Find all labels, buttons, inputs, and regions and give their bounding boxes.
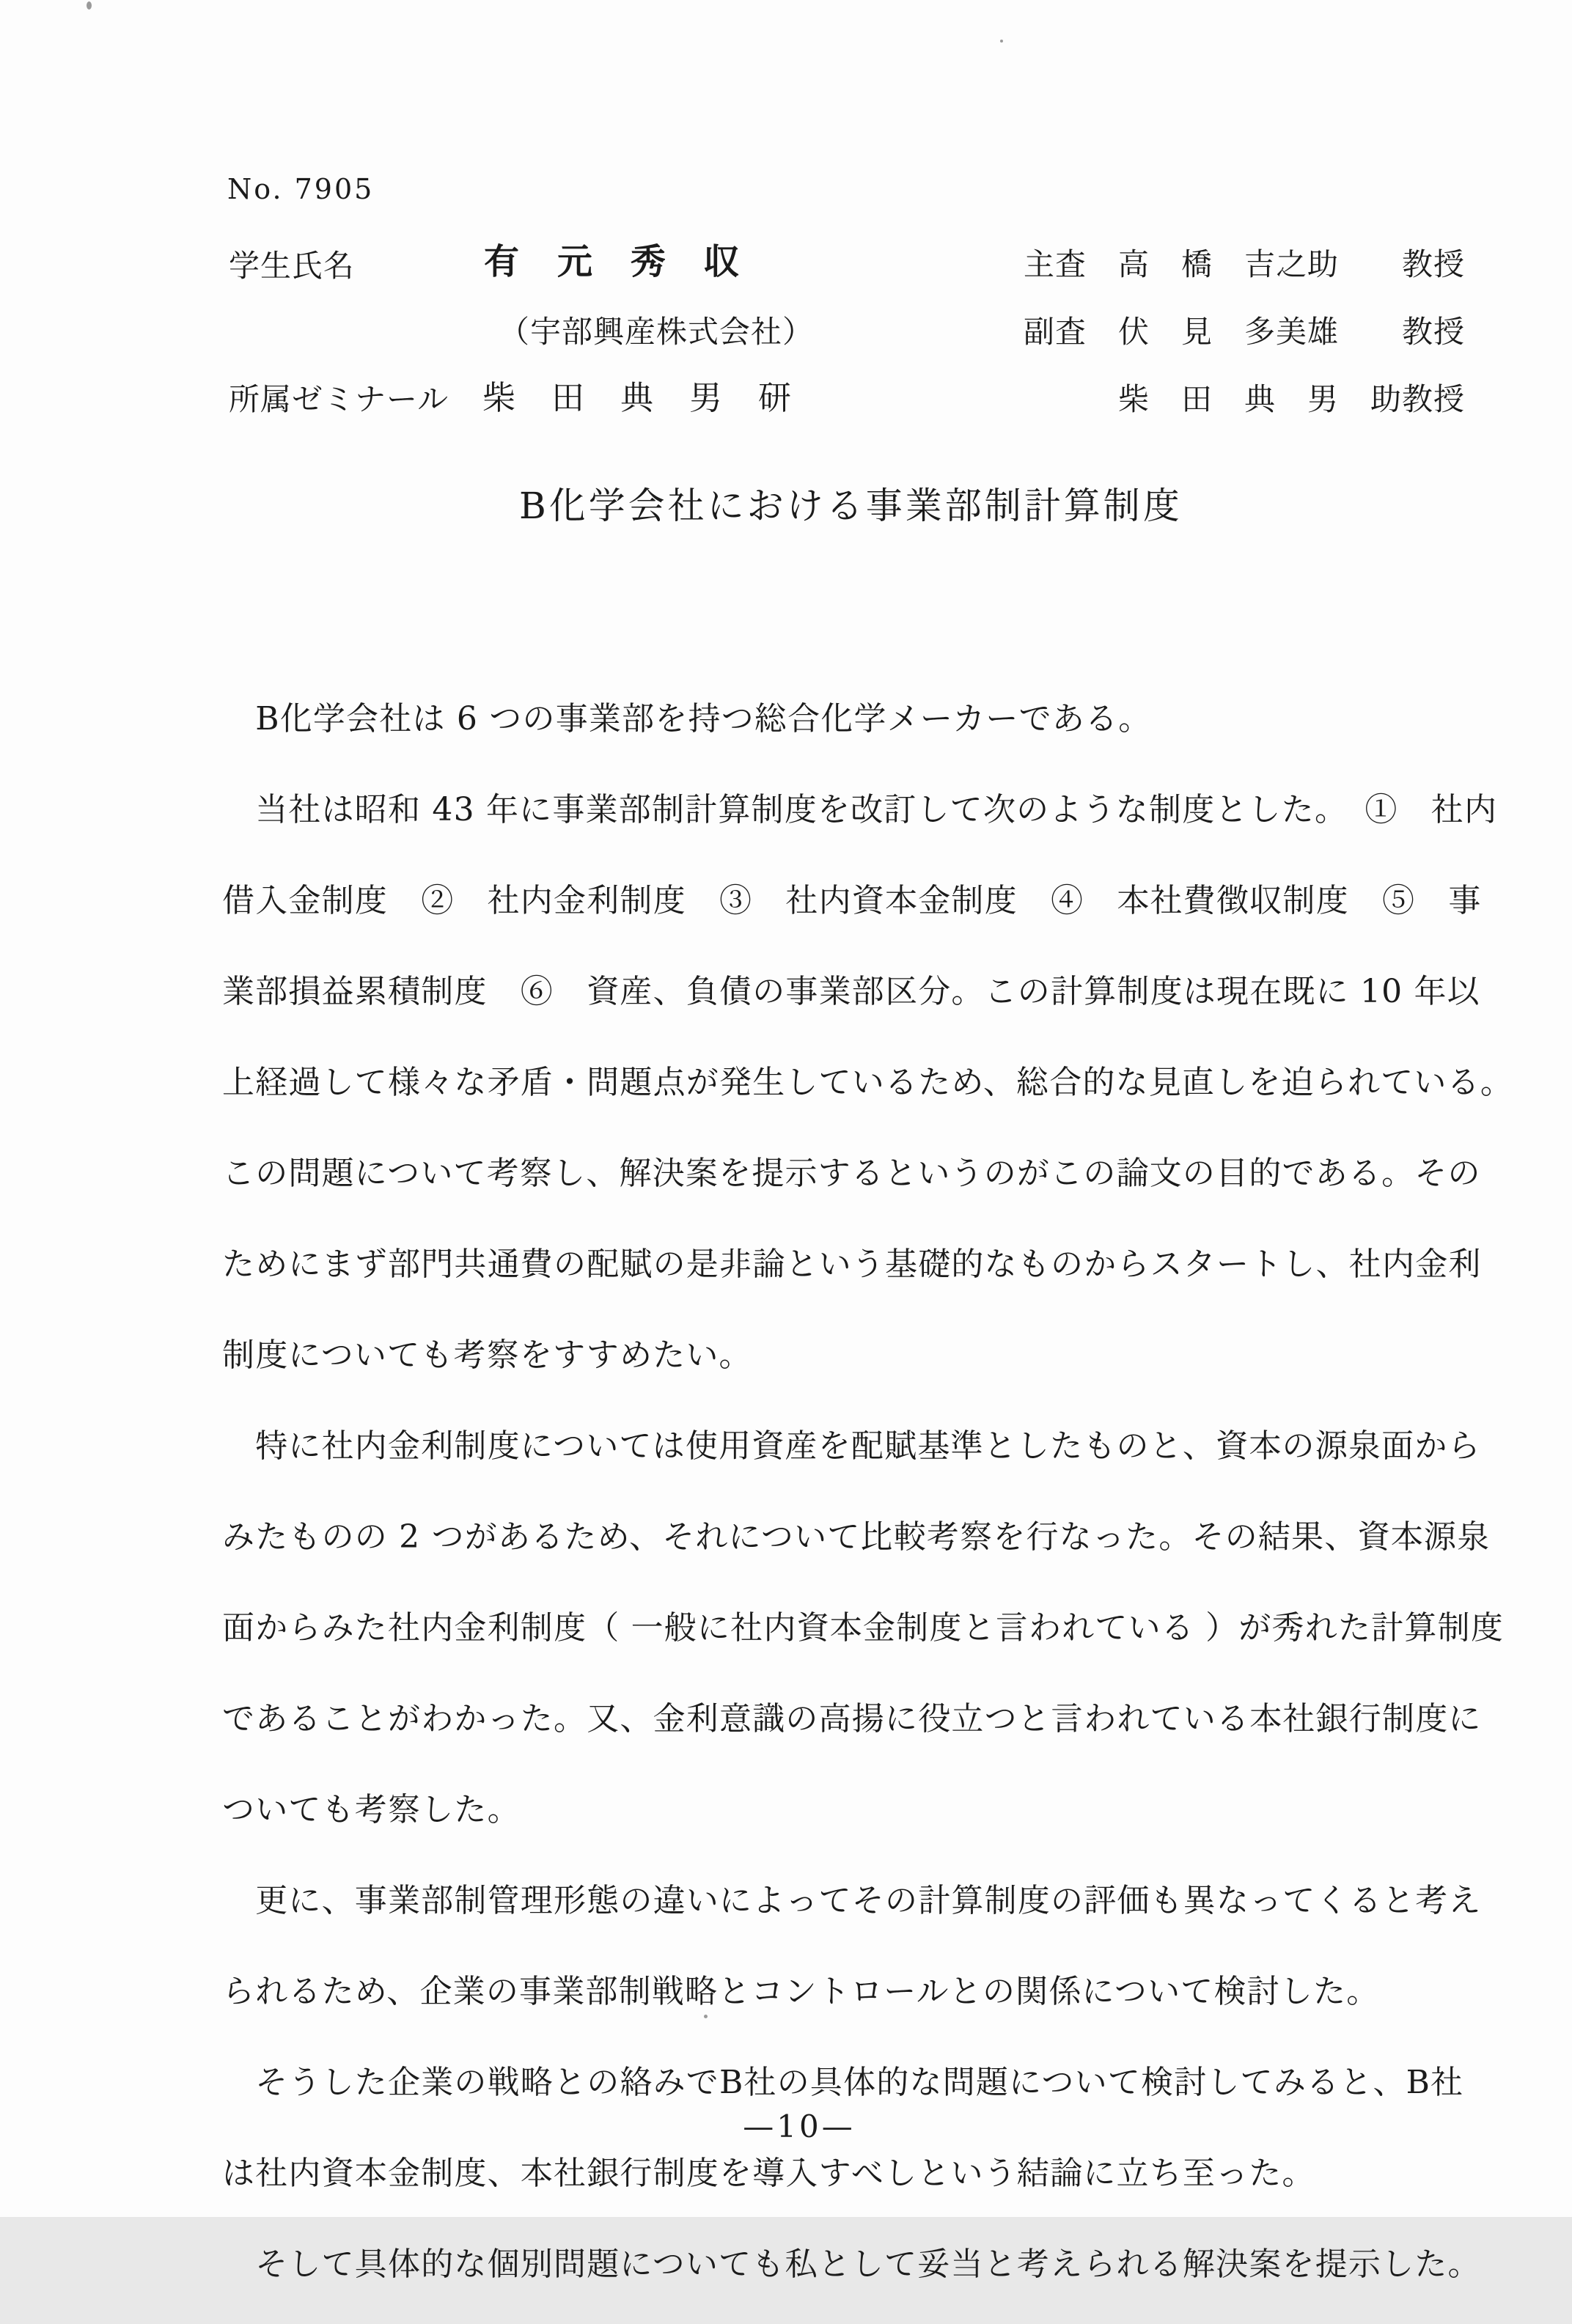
body-line: この問題について考察し、解決案を提示するというのがこの論文の目的である。その: [222, 1155, 1481, 1192]
scan-speck: [1000, 40, 1003, 43]
body-line: 借入金制度 ② 社内金利制度 ③ 社内資本金制度 ④ 本社費徴収制度 ⑤ 事: [222, 882, 1482, 919]
thesis-title: B化学会社における事業部制計算制度: [519, 485, 1183, 527]
body-line: ついても考察した。: [222, 1791, 521, 1828]
body-line: であることがわかった。又、金利意識の高揚に役立つと言われている本社銀行制度に: [222, 1700, 1482, 1738]
examiner-row-deputy: 副査 伏 見 多美雄 教授: [1024, 314, 1466, 350]
scan-speck: [87, 1, 92, 10]
body-line: 面からみた社内金利制度（ 一般に社内資本金制度と言われている ）が秀れた計算制度: [222, 1609, 1504, 1647]
body-line: 特に社内金利制度については使用資産を配賦基準としたものと、資本の源泉面から: [222, 1427, 1481, 1465]
body-line: 当社は昭和 43 年に事業部制計算制度を改訂して次のような制度とした。 ① 社内: [222, 791, 1498, 828]
body-line: そうした企業の戦略との絡みでB社の具体的な問題について検討してみると、B社: [222, 2064, 1464, 2101]
document-number: No. 7905: [227, 173, 375, 205]
body-line: 更に、事業部制管理形態の違いによってその計算制度の評価も異なってくると考え: [222, 1882, 1482, 1919]
body-line: そして具体的な個別問題についても私として妥当と考えられる解決案を提示した。: [222, 2246, 1481, 2283]
body-line: 制度についても考察をすすめたい。: [222, 1336, 752, 1374]
seminar-name-value: 柴 田 典 男 研: [482, 378, 793, 417]
abstract-body: [222, 660, 1542, 2324]
body-line: られるため、企業の事業部制戦略とコントロールとの関係について検討した。: [222, 1973, 1380, 2010]
seminar-label: 所属ゼミナール: [229, 381, 449, 417]
examiner-row-advisor: 柴 田 典 男 助教授: [1024, 381, 1466, 417]
body-line: B化学会社は 6 つの事業部を持つ総合化学メーカーである。: [222, 700, 1152, 738]
examiner-row-chief: 主査 高 橋 吉之助 教授: [1024, 246, 1466, 282]
body-line: は社内資本金制度、本社銀行制度を導入すべしという結論に立ち至った。: [222, 2155, 1315, 2192]
page-number: —10—: [743, 2108, 856, 2144]
body-line: ためにまず部門共通費の配賦の是非論という基礎的なものからスタートし、社内金利: [222, 1246, 1482, 1283]
body-line: みたものの 2 つがあるため、それについて比較考察を行なった。その結果、資本源泉: [222, 1518, 1491, 1556]
student-name-label: 学生氏名: [229, 248, 356, 284]
body-line: 業部損益累積制度 ⑥ 資産、負債の事業部区分。この計算制度は現在既に 10 年以: [222, 973, 1480, 1010]
body-line: 上経過して様々な矛盾・問題点が発生しているため、総合的な見直しを迫られている。: [222, 1064, 1514, 1101]
student-name-value: 有 元 秀 収: [484, 241, 741, 282]
student-affiliation: （宇部興産株式会社）: [499, 314, 815, 350]
